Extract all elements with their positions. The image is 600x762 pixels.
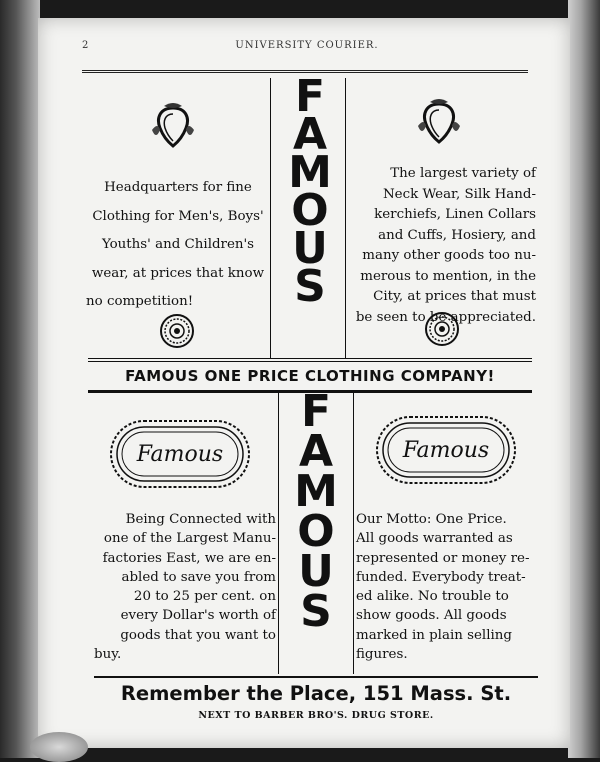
famous-letter: O bbox=[291, 185, 329, 236]
text-line: and Cuffs, Hosiery, and bbox=[378, 227, 536, 243]
rosette-ornament-icon bbox=[159, 313, 195, 349]
text-line: figures. bbox=[356, 647, 408, 663]
text-line: The largest variety of bbox=[390, 166, 536, 181]
page-number: 2 bbox=[82, 40, 90, 51]
text-line: show goods. All goods bbox=[356, 608, 507, 624]
text-line: no competition! bbox=[86, 294, 194, 309]
scan-left-edge bbox=[0, 0, 40, 758]
text-line: factories East, we are en- bbox=[102, 550, 276, 566]
footer-rule bbox=[94, 676, 538, 678]
column-divider-bottom-left bbox=[278, 392, 279, 674]
text-line: abled to save you from bbox=[121, 569, 276, 585]
column-divider-top-right bbox=[345, 78, 346, 358]
text-line: goods that you want to bbox=[120, 627, 276, 643]
text-line: every Dollar's worth of bbox=[120, 608, 276, 624]
text-line: Clothing for Men's, Boys' bbox=[92, 208, 264, 224]
text-line: Headquarters for fine bbox=[104, 180, 252, 195]
text-line: be seen to be appreciated. bbox=[355, 309, 536, 325]
text-line: ed alike. No trouble to bbox=[356, 589, 509, 605]
column-divider-bottom-right bbox=[353, 392, 354, 674]
text-line: many other goods too nu- bbox=[362, 248, 536, 263]
text-line: 20 to 25 per cent. on bbox=[133, 589, 276, 605]
top-right-text bbox=[350, 164, 536, 328]
text-line: marked in plain selling bbox=[356, 627, 512, 643]
famous-cartouche-left bbox=[108, 418, 252, 490]
publication-title: UNIVERSITY COURIER. bbox=[235, 40, 379, 51]
famous-letter: F bbox=[300, 386, 332, 437]
column-divider-top-left bbox=[270, 78, 271, 358]
page-header bbox=[82, 40, 532, 58]
famous-letter: F bbox=[294, 71, 326, 122]
famous-letter: M bbox=[294, 466, 338, 517]
text-line: represented or money re- bbox=[356, 550, 530, 566]
famous-letter: U bbox=[298, 546, 334, 597]
vertical-famous-top bbox=[278, 71, 342, 312]
famous-letter: S bbox=[300, 586, 332, 637]
famous-letter: A bbox=[298, 426, 334, 477]
footer-address: Remember the Place, 151 Mass. St. bbox=[120, 682, 512, 705]
bottom-right-text bbox=[356, 510, 538, 664]
company-banner: FAMOUS ONE PRICE CLOTHING COMPANY! bbox=[88, 361, 532, 393]
text-line: Our Motto: One Price. bbox=[356, 512, 507, 527]
scan-right-edge bbox=[568, 0, 600, 758]
horseshoe-ornament-icon bbox=[146, 100, 200, 154]
text-line: City, at prices that must bbox=[373, 289, 536, 304]
famous-letter: U bbox=[292, 223, 328, 274]
text-line: Youths' and Children's bbox=[101, 237, 255, 252]
text-line: one of the Largest Manu- bbox=[103, 531, 276, 547]
text-line: merous to mention, in the bbox=[360, 268, 536, 284]
cartouche-label: Famous bbox=[136, 441, 224, 467]
text-line: Being Connected with bbox=[125, 512, 276, 527]
famous-letter: S bbox=[294, 261, 326, 312]
banner-rule-top bbox=[88, 358, 532, 359]
famous-letter: O bbox=[297, 506, 335, 557]
top-left-text bbox=[86, 174, 270, 317]
text-line: Neck Wear, Silk Hand- bbox=[382, 186, 536, 202]
text-line: buy. bbox=[94, 647, 122, 663]
text-line: All goods warranted as bbox=[356, 531, 513, 547]
famous-cartouche-right bbox=[374, 414, 518, 486]
bottom-left-text bbox=[94, 510, 276, 664]
text-line: wear, at prices that know bbox=[91, 265, 265, 281]
text-line: funded. Everybody treat- bbox=[356, 569, 526, 585]
horseshoe-ornament-icon bbox=[412, 96, 466, 150]
vertical-famous-bottom bbox=[284, 386, 348, 637]
cartouche-label: Famous bbox=[402, 437, 490, 463]
footer-location-note: NEXT TO BARBER BRO'S. DRUG STORE. bbox=[198, 710, 434, 721]
famous-letter: M bbox=[288, 147, 332, 198]
text-line: kerchiefs, Linen Collars bbox=[374, 207, 536, 222]
famous-letter: A bbox=[292, 109, 328, 160]
